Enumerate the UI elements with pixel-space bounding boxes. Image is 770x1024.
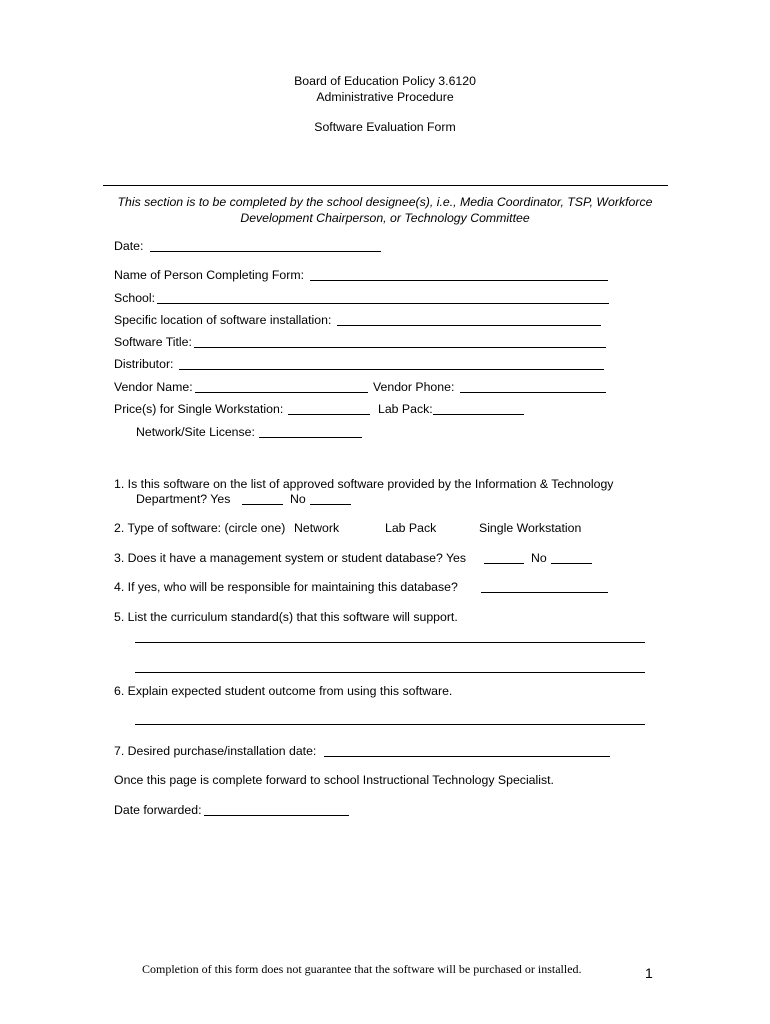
software-title-label: Software Title:	[114, 335, 192, 349]
price-single-field[interactable]	[288, 414, 370, 415]
school-field[interactable]	[157, 303, 609, 304]
option-single-workstation[interactable]: Single Workstation	[479, 521, 582, 535]
lab-pack-label: Lab Pack:	[378, 402, 433, 416]
question-1-yes-label: Department? Yes	[136, 492, 231, 506]
date-field[interactable]	[150, 251, 381, 252]
question-3-no-field[interactable]	[551, 563, 592, 564]
network-license-label: Network/Site License:	[136, 425, 255, 439]
question-7-field[interactable]	[324, 756, 610, 757]
name-field[interactable]	[310, 280, 608, 281]
question-5-text: 5. List the curriculum standard(s) that this software will support.	[114, 610, 458, 624]
question-1-text: 1. Is this software on the list of approved software provided by the Information & Technology	[114, 477, 614, 491]
section-instructions: This section is to be completed by the school designee(s), i.e., Media Coordinator, TSP, Workforce Development Chairperson, or Technology Committee	[117, 195, 653, 225]
question-5-answer-line-1[interactable]	[135, 642, 645, 643]
vendor-name-label: Vendor Name:	[114, 380, 193, 394]
distributor-field[interactable]	[179, 369, 604, 370]
question-1-no-field[interactable]	[310, 504, 351, 505]
vendor-name-field[interactable]	[195, 392, 368, 393]
question-7-text: 7. Desired purchase/installation date:	[114, 744, 317, 758]
question-6-answer-line[interactable]	[135, 724, 645, 725]
location-label: Specific location of software installation:	[114, 313, 332, 327]
price-single-label: Price(s) for Single Workstation:	[114, 402, 284, 416]
name-label: Name of Person Completing Form:	[114, 268, 304, 282]
date-forwarded-label: Date forwarded:	[114, 803, 202, 817]
distributor-label: Distributor:	[114, 357, 174, 371]
question-5-answer-line-2[interactable]	[135, 672, 645, 673]
forward-instruction: Once this page is complete forward to school Instructional Technology Specialist.	[114, 773, 554, 787]
section-divider	[103, 185, 668, 186]
option-network[interactable]: Network	[294, 521, 340, 535]
question-3-no-label: No	[531, 551, 547, 565]
question-4-field[interactable]	[481, 592, 608, 593]
procedure-heading: Administrative Procedure	[316, 90, 454, 104]
vendor-phone-field[interactable]	[460, 392, 606, 393]
date-forwarded-field[interactable]	[204, 815, 349, 816]
school-label: School:	[114, 291, 156, 305]
policy-heading: Board of Education Policy 3.6120	[294, 74, 476, 88]
lab-pack-field[interactable]	[433, 414, 524, 415]
network-license-field[interactable]	[259, 437, 362, 438]
page-number: 1	[645, 965, 653, 981]
form-title: Software Evaluation Form	[314, 120, 456, 134]
question-6-text: 6. Explain expected student outcome from using this software.	[114, 684, 453, 698]
question-4-text: 4. If yes, who will be responsible for maintaining this database?	[114, 580, 458, 594]
question-2-text: 2. Type of software: (circle one)	[114, 521, 286, 535]
question-3-yes-field[interactable]	[484, 563, 524, 564]
software-title-field[interactable]	[194, 347, 606, 348]
question-1-no-label: No	[290, 492, 306, 506]
question-1-yes-field[interactable]	[242, 504, 283, 505]
question-3-text: 3. Does it have a management system or student database? Yes	[114, 551, 467, 565]
date-label: Date:	[114, 239, 144, 253]
option-lab-pack[interactable]: Lab Pack	[385, 521, 437, 535]
vendor-phone-label: Vendor Phone:	[373, 380, 455, 394]
location-field[interactable]	[337, 325, 601, 326]
footer-note: Completion of this form does not guarantee that the software will be purchased or installed.	[142, 962, 582, 976]
